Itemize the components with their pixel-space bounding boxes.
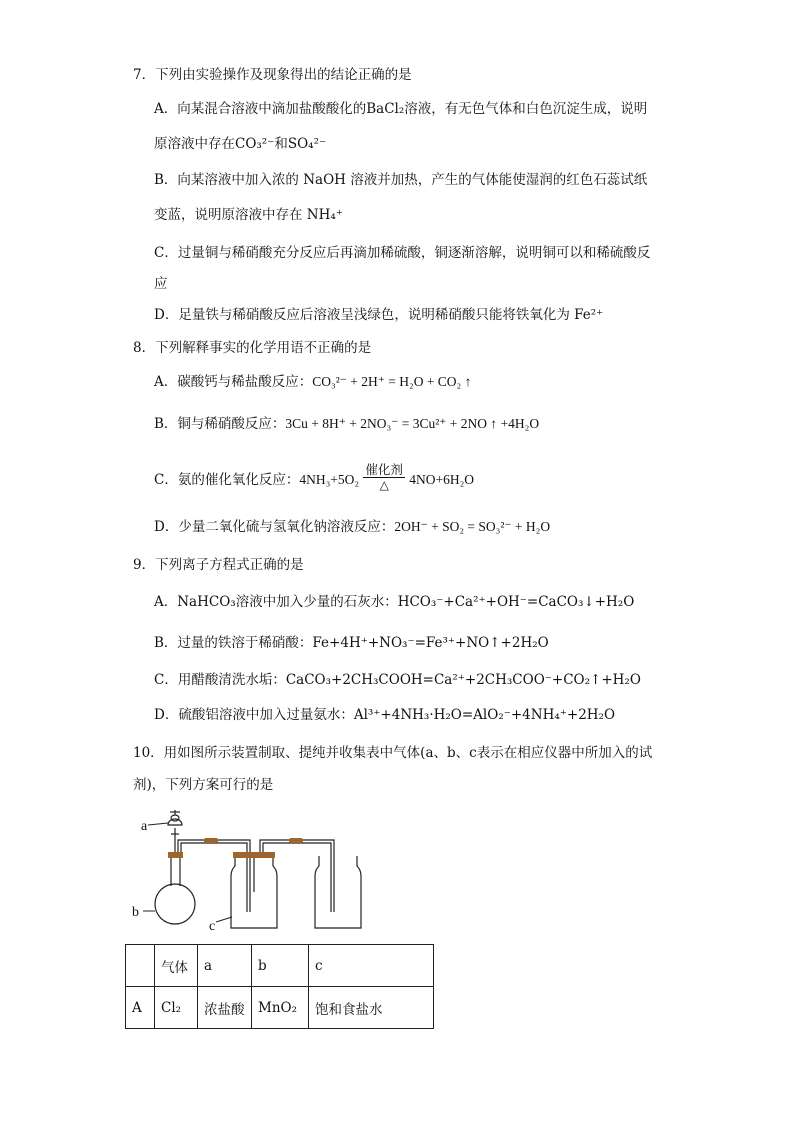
label-a: a — [141, 819, 148, 834]
flask-stopper — [168, 852, 183, 858]
q8-option-c-products: 4NO+6H₂O — [409, 472, 475, 487]
q8-option-b — [154, 415, 539, 433]
q8-option-b-equation: 3Cu + 8H⁺ + 2NO₃⁻ = 3Cu²⁺ + 2NO ↑ +4H₂O — [285, 416, 540, 431]
funnel-body — [168, 819, 182, 825]
delivery-tube-2 — [260, 840, 334, 912]
rubber-connector-1 — [204, 838, 218, 843]
q7-option-c-line2: 应 — [154, 276, 168, 292]
q8-catalyst-label: 催化剂 — [365, 462, 403, 477]
table-cell: 饱和食盐水 — [309, 987, 434, 1029]
table-header-cell: 气体 — [155, 945, 198, 987]
q8-option-d — [154, 518, 550, 536]
table-header-row — [126, 945, 434, 987]
q8-option-d-equation: 2OH⁻ + SO₂ = SO₃²⁻ + H₂O — [394, 519, 551, 534]
q9-stem: 9．下列离子方程式正确的是 — [133, 557, 304, 573]
q7-option-b-line1: B．向某溶液中加入浓的 NaOH 溶液并加热，产生的气体能使湿润的红色石蕊试纸 — [154, 172, 648, 188]
table-header-cell — [126, 945, 155, 987]
q7-stem: 7．下列由实验操作及现象得出的结论正确的是 — [133, 67, 412, 83]
reagent-table — [125, 944, 434, 1029]
table-cell: MnO₂ — [252, 987, 309, 1029]
table-header-cell: b — [252, 945, 309, 987]
q8-catalyst-condition — [363, 463, 405, 492]
q7-option-a-line2: 原溶液中存在CO₃²⁻和SO₄²⁻ — [154, 136, 327, 152]
label-c: c — [209, 919, 216, 934]
collection-bottle — [315, 856, 361, 928]
q7-option-b-line2: 变蓝，说明原溶液中存在 NH₄⁺ — [154, 207, 343, 223]
q10-stem-line1: 10．用如图所示装置制取、提纯并收集表中气体(a、b、c表示在相应仪器中所加入的试 — [133, 745, 653, 761]
apparatus-diagram — [128, 808, 368, 944]
q8-option-b-label: B．铜与稀硝酸反应： — [154, 416, 286, 432]
table-cell: Cl₂ — [155, 987, 198, 1029]
wash-bottle-stopper — [233, 852, 275, 858]
apparatus-svg — [128, 808, 368, 940]
q7-option-a-line1: A．向某混合溶液中滴加盐酸酸化的BaCl₂溶液，有无色气体和白色沉淀生成，说明 — [154, 101, 648, 117]
table-header-cell: c — [309, 945, 434, 987]
q9-option-a: A．NaHCO₃溶液中加入少量的石灰水：HCO₃⁻+Ca²⁺+OH⁻=CaCO₃↓+H₂O — [154, 594, 635, 610]
q8-option-d-label: D．少量二氧化硫与氢氧化钠溶液反应： — [154, 519, 395, 535]
q8-stem: 8．下列解释事实的化学用语不正确的是 — [133, 340, 372, 356]
rubber-connector-2 — [289, 838, 303, 843]
q9-option-c: C．用醋酸清洗水垢：CaCO₃+2CH₃COOH=Ca²⁺+2CH₃COO⁻+CO₂↑+H₂O — [154, 672, 641, 688]
round-bottom-flask — [155, 884, 195, 924]
q8-option-c-label: C．氨的催化氧化反应： — [154, 472, 300, 488]
q8-option-c — [154, 462, 475, 495]
label-b: b — [132, 905, 139, 920]
table-cell: 浓盐酸 — [198, 987, 252, 1029]
q10-stem-line2: 剂)，下列方案可行的是 — [133, 777, 274, 793]
funnel-bulb — [171, 815, 179, 821]
table-header-cell: a — [198, 945, 252, 987]
q8-heat-symbol: △ — [379, 478, 389, 492]
delivery-tube-1 — [178, 840, 250, 912]
q7-option-d: D．足量铁与稀硝酸反应后溶液呈浅绿色，说明稀硝酸只能将铁氧化为 Fe²⁺ — [154, 307, 604, 323]
q8-option-a — [154, 373, 471, 391]
table-cell: A — [126, 987, 155, 1029]
q9-option-d: D．硫酸铝溶液中加入过量氨水：Al³⁺+4NH₃·H₂O=AlO₂⁻+4NH₄⁺+2H₂O — [154, 707, 616, 723]
q8-option-a-equation: CO₃²⁻ + 2H⁺ = H₂O + CO₂ ↑ — [312, 374, 472, 389]
q7-option-c-line1: C．过量铜与稀硝酸充分反应后再滴加稀硫酸，铜逐渐溶解，说明铜可以和稀硫酸反 — [154, 245, 651, 261]
q9-option-b: B．过量的铁溶于稀硝酸：Fe+4H⁺+NO₃⁻=Fe³⁺+NO↑+2H₂O — [154, 635, 549, 651]
q8-option-a-label: A．碳酸钙与稀盐酸反应： — [154, 374, 313, 390]
table-row — [126, 987, 434, 1029]
q8-option-c-reactants: 4NH₃+5O₂ — [299, 472, 360, 487]
